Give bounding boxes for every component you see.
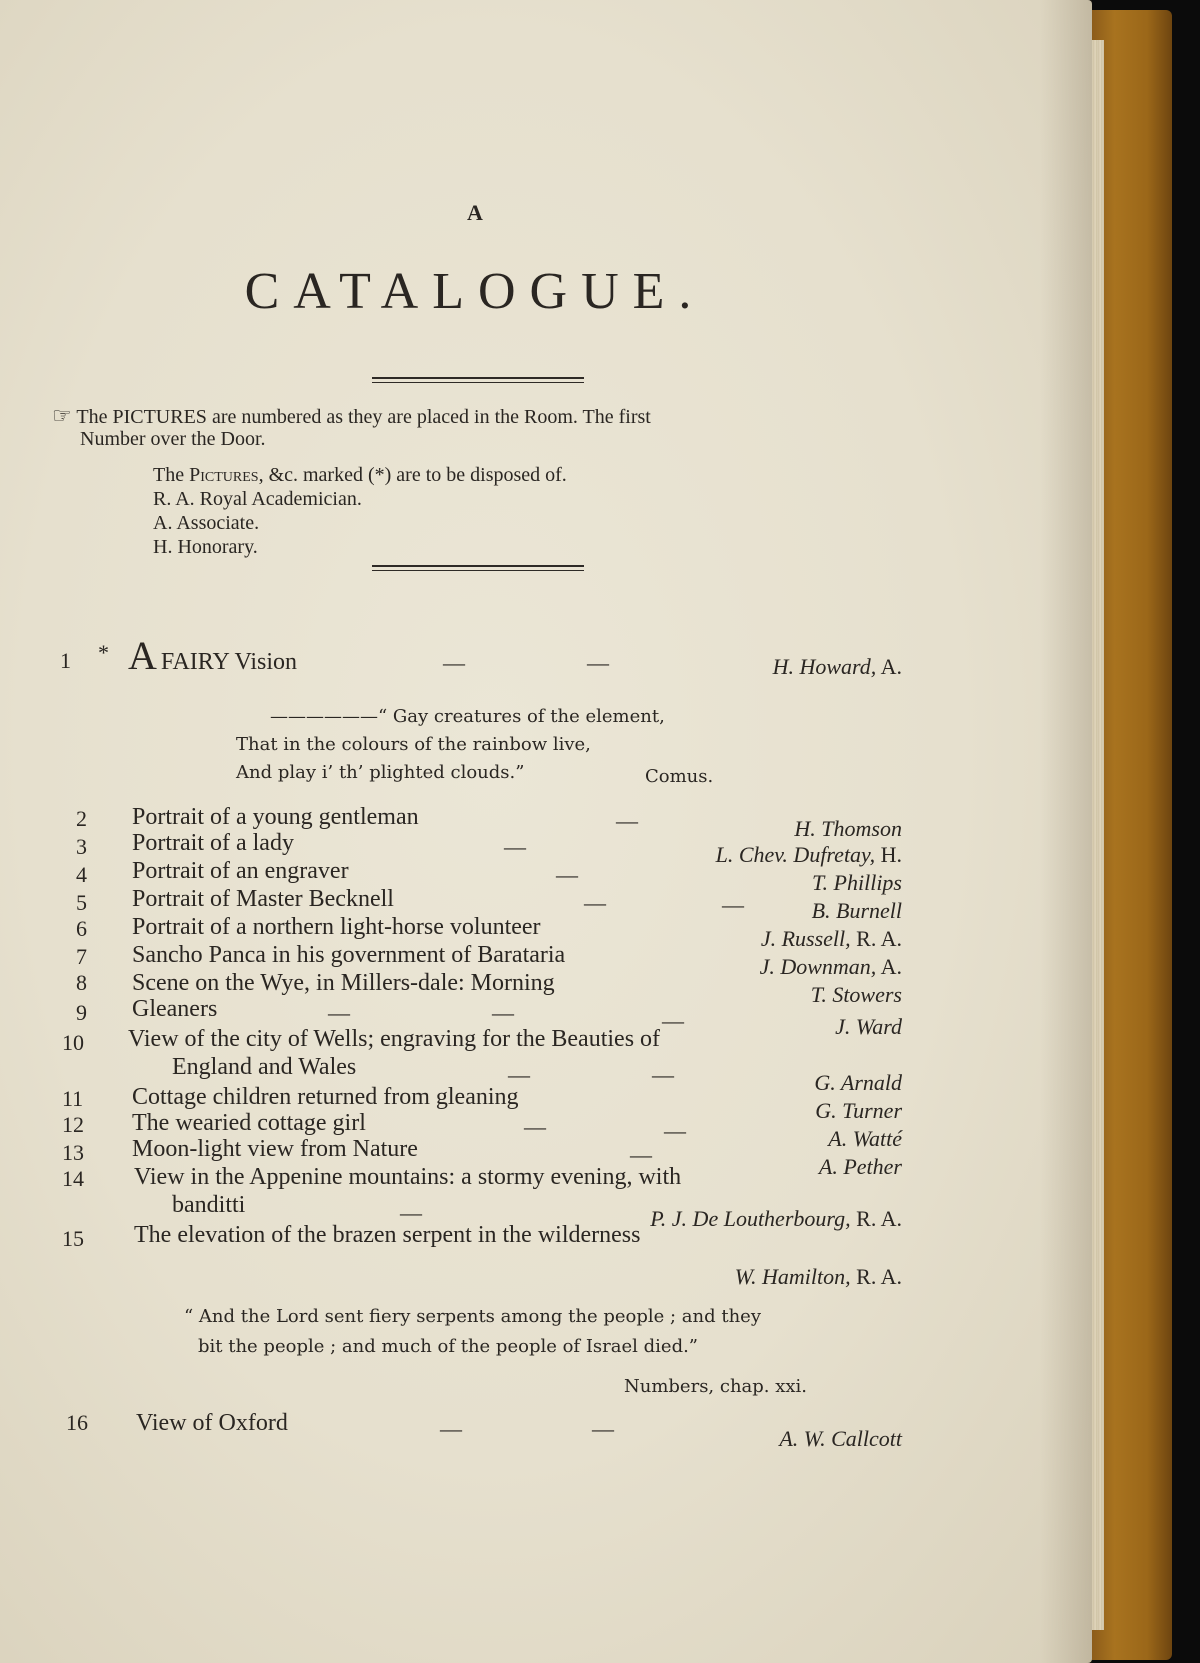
entry-title-caps: FAIRY	[160, 649, 229, 675]
entry-number: 13	[62, 1140, 84, 1165]
entry-title: The wearied cottage girl	[132, 1110, 366, 1136]
entry-number: 4	[76, 862, 87, 887]
disposed-pre: The	[153, 464, 190, 486]
entry-artist	[640, 954, 902, 980]
artist-suffix: R. A.	[850, 1206, 902, 1231]
entry-dash-2: —	[722, 892, 744, 917]
artist-name: J. Ward	[835, 1014, 902, 1039]
entry-title-rest: Vision	[228, 649, 298, 675]
entry-number: 11	[62, 1086, 84, 1111]
entry-artist	[760, 1070, 902, 1096]
note-text-rest: are numbered as they are placed in the Room. The first	[206, 406, 651, 428]
entry-artist	[640, 1264, 902, 1290]
artist-name: H. Howard,	[772, 654, 877, 679]
artist-name: G. Turner	[815, 1098, 902, 1123]
entry-title-16: View of Oxford	[136, 1410, 288, 1436]
title-article: A	[467, 200, 483, 225]
pointing-hand-icon: ☞	[52, 403, 72, 428]
entry-title: Portrait of Master Becknell	[132, 886, 394, 912]
entry-15-quote-line-1: “ And the Lord sent fiery serpents among the people ; and they	[184, 1306, 761, 1327]
entry-number-16: 16	[66, 1410, 88, 1435]
artist-suffix: R. A.	[850, 1264, 902, 1289]
entry-15-quote-source: Numbers, chap. xxi.	[624, 1376, 808, 1397]
entry-dash: —	[524, 1114, 546, 1139]
entry-title-continued: England and Wales	[172, 1054, 357, 1080]
entry-dash: —	[630, 1142, 652, 1167]
entry-title: Scene on the Wye, in Millers-dale: Morning	[132, 970, 555, 996]
top-rule-2	[372, 382, 584, 383]
artist-suffix: H.	[875, 842, 902, 867]
entry-dash: —	[504, 834, 526, 859]
entry-15-quote-line-2: bit the people ; and much of the people of Israel died.”	[198, 1336, 699, 1357]
entry-number: 6	[76, 916, 87, 941]
entry-number: 10	[62, 1030, 84, 1055]
artist-name: L. Chev. Dufretay,	[715, 842, 876, 867]
entry-number: 8	[76, 970, 87, 995]
entry-artist	[760, 1126, 902, 1152]
artist-name: A. Watté	[828, 1126, 902, 1151]
entry-title: The elevation of the brazen serpent in the wilderness	[134, 1222, 641, 1248]
entry-title: Portrait of a young gentleman	[132, 804, 419, 830]
entry-dash: —	[584, 890, 606, 915]
page-gutter-shadow	[1040, 0, 1092, 1663]
artist-name: B. Burnell	[811, 898, 902, 923]
entry-star-1: *	[98, 640, 109, 665]
entry-number: 12	[62, 1112, 84, 1137]
entry-artist	[760, 898, 902, 924]
entry-1-quote-source: Comus.	[645, 766, 714, 787]
entry-number: 2	[76, 806, 87, 831]
entry-dash: —	[616, 808, 638, 833]
note-line-2: Number over the Door.	[80, 428, 266, 450]
entry-title: Cottage children returned from gleaning	[132, 1084, 519, 1110]
entry-1-artist	[700, 654, 902, 680]
entry-title-1	[128, 632, 297, 679]
artist-name: H. Thomson	[794, 816, 902, 841]
entry-16-dash-1: —	[440, 1416, 462, 1441]
artist-name: A. Pether	[818, 1154, 902, 1179]
artist-name: J. Downman,	[759, 954, 877, 979]
entry-title-continued: banditti	[172, 1192, 246, 1218]
entry-1-quote-line-1: ——————“ Gay creatures of the element,	[270, 706, 665, 727]
entry-dash: —	[328, 1000, 350, 1025]
note-line-1	[52, 403, 651, 429]
abbr-h: H. Honorary.	[153, 536, 258, 558]
entry-title: Portrait of a northern light-horse volunteer	[132, 914, 541, 940]
mid-rule-1	[372, 565, 584, 567]
entry-1-dash-1: —	[443, 650, 465, 675]
disposed-caps: Pictures	[189, 464, 259, 486]
entry-dash: —	[400, 1200, 422, 1225]
entry-1-dash-2: —	[587, 650, 609, 675]
abbr-a: A. Associate.	[153, 512, 260, 534]
abbr-ra: R. A. Royal Academician.	[153, 488, 362, 510]
artist-name: T. Phillips	[811, 870, 902, 895]
entry-number: 3	[76, 834, 87, 859]
disposed-note	[153, 464, 567, 487]
entry-title: View in the Appenine mountains: a stormy evening, with	[134, 1164, 682, 1190]
artist-name: P. J. De Loutherbourg,	[650, 1206, 851, 1231]
entry-number: 7	[76, 944, 87, 969]
entry-title: Gleaners	[132, 996, 218, 1022]
entry-number: 14	[62, 1166, 84, 1191]
artist-name: G. Arnald	[814, 1070, 902, 1095]
entry-title: Portrait of a lady	[132, 830, 294, 856]
mid-rule-2	[372, 570, 584, 571]
entry-artist	[760, 1014, 902, 1040]
entry-title: Moon-light view from Nature	[132, 1136, 418, 1162]
entry-artist	[760, 1098, 902, 1124]
entry-dash-2: —	[492, 1000, 514, 1025]
entry-dash-2: —	[664, 1118, 686, 1143]
artist-name: J. Russell,	[760, 926, 851, 951]
artist-suffix: R. A.	[850, 926, 902, 951]
entry-artist	[700, 982, 902, 1008]
entry-dash: —	[508, 1062, 530, 1087]
entry-artist	[760, 1154, 902, 1180]
entry-16-dash-2: —	[592, 1416, 614, 1441]
disposed-rest: , &c. marked (*) are to be disposed of.	[258, 464, 567, 486]
artist-suffix: A.	[876, 954, 902, 979]
artist-suffix: A.	[876, 654, 902, 679]
page-title: CATALOGUE.	[244, 263, 706, 320]
entry-number: 5	[76, 890, 87, 915]
note-text-start: The	[76, 406, 113, 428]
entry-16-artist: A. W. Callcott	[779, 1426, 902, 1451]
entry-1-quote-line-2: That in the colours of the rainbow live,	[236, 734, 591, 755]
entry-artist	[700, 816, 902, 842]
entry-title: Sancho Panca in his government of Barataria	[132, 942, 566, 968]
entry-1-quote-line-3: And play i’ th’ plighted clouds.”	[236, 762, 525, 783]
artist-name: W. Hamilton,	[734, 1264, 851, 1289]
note-text-caps: PICTURES	[112, 406, 207, 428]
top-rule-1	[372, 377, 584, 379]
entry-dash-3: —	[662, 1008, 684, 1033]
artist-name: T. Stowers	[810, 982, 902, 1007]
entry-number: 9	[76, 1000, 87, 1025]
entry-artist	[640, 926, 902, 952]
entry-title: Portrait of an engraver	[132, 858, 349, 884]
entry-title: View of the city of Wells; engraving for the Beauties of	[128, 1026, 661, 1052]
entry-number: 15	[62, 1226, 84, 1251]
entry-artist	[620, 842, 902, 868]
entry-dash-2: —	[652, 1062, 674, 1087]
entry-number-1: 1	[60, 648, 71, 673]
entry-initial: A	[128, 633, 157, 678]
entry-dash: —	[556, 862, 578, 887]
